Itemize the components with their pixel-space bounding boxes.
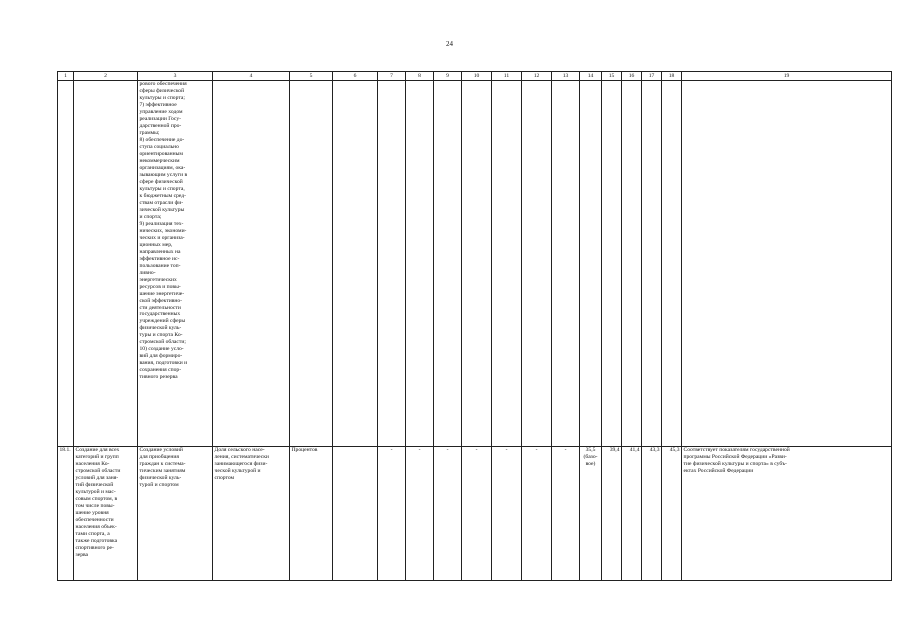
- source-note-cell: Соответствует показателям государственной программы Российской Федерации «Разви- тие физической культуры и спорта» в субъ- ектах Российской Федерации: [682, 447, 892, 581]
- value-cell: [333, 447, 378, 581]
- col-number: 13: [552, 72, 580, 81]
- value-cell: 41,4: [622, 447, 642, 581]
- table-cell: [58, 81, 74, 447]
- table-row-continuation: [58, 81, 892, 447]
- table-cell: [462, 81, 492, 447]
- col-number: 18: [662, 72, 682, 81]
- table-cell: [662, 81, 682, 447]
- table-cell: [580, 81, 602, 447]
- col-number: 12: [522, 72, 552, 81]
- value-cell: -: [434, 447, 462, 581]
- value-cell: -: [406, 447, 434, 581]
- table-cell: [682, 81, 892, 447]
- table-cell: [492, 81, 522, 447]
- table-cell: [290, 81, 333, 447]
- goal-cell: Создание для всех категорий и групп населения Ко- стромской области условий для заня- тий физической культурой и мас- совым спортом, в том числе повы- шение уровня обеспеченности населения объек- тами спорта, а также подготовка спортивного ре- зерва: [74, 447, 138, 581]
- unit-cell: Процентов: [290, 447, 333, 581]
- table-cell: [74, 81, 138, 447]
- indicators-table: [57, 71, 892, 581]
- col-number: 8: [406, 72, 434, 81]
- col-number: 6: [333, 72, 378, 81]
- col-number: 3: [138, 72, 213, 81]
- table-cell: [602, 81, 622, 447]
- col-number: 4: [213, 72, 290, 81]
- col-number: 14: [580, 72, 602, 81]
- col-number: 16: [622, 72, 642, 81]
- col-number: 7: [378, 72, 406, 81]
- table-cell: [642, 81, 662, 447]
- value-cell: -: [552, 447, 580, 581]
- col-number: 15: [602, 72, 622, 81]
- col-number: 19: [682, 72, 892, 81]
- base-value-cell: 35,5 (базо- вое): [580, 447, 602, 581]
- col-number: 2: [74, 72, 138, 81]
- table-cell: [622, 81, 642, 447]
- col-number: 17: [642, 72, 662, 81]
- value-cell: 45,3: [662, 447, 682, 581]
- table-cell: [552, 81, 580, 447]
- table-cell: [406, 81, 434, 447]
- value-cell: 43,3: [642, 447, 662, 581]
- value-cell: -: [522, 447, 552, 581]
- page-number: 24: [446, 40, 453, 48]
- tasks-continued-cell: рового обеспечения сферы физической культуры и спорта; 7) эффективное управление ходом реализации Госу- дарственной про- граммы; 8) обеспечение до- ступа социально ориентированным некоммерческим организациям, ока- зывающим услуги в сфере физической культуры и спорта, к бюджетным сред- ствам отрасли фи- зической культуры и спорта; 9) реализация тех- нических, экономи- ческих и организа- ционных мер, направленных на эффективное ис- пользование топ- ливно- энергетических ресурсов и повы- шение энергетиче- ской эффективно- сти деятельности государственных учреждений сферы физической куль- туры и спорта Ко- стромской области; 10) создание усло- вий для формиро- вания, подготовки и сохранения спор- тивного резерва: [138, 81, 213, 447]
- table-cell: [434, 81, 462, 447]
- column-number-row: [58, 72, 892, 81]
- item-number-cell: 18.1.: [58, 447, 74, 581]
- value-cell: -: [462, 447, 492, 581]
- table-row-18-1: [58, 447, 892, 581]
- col-number: 5: [290, 72, 333, 81]
- col-number: 11: [492, 72, 522, 81]
- col-number: 10: [462, 72, 492, 81]
- table-cell: [378, 81, 406, 447]
- value-cell: -: [492, 447, 522, 581]
- table-cell: [333, 81, 378, 447]
- value-cell: 39,4: [602, 447, 622, 581]
- indicator-cell: Доля сельского насе- ления, систематически занимающегося физи- ческой культурой и спортом: [213, 447, 290, 581]
- table-cell: [522, 81, 552, 447]
- col-number: 1: [58, 72, 74, 81]
- value-cell: -: [378, 447, 406, 581]
- task-cell: Создание условий для приобщения граждан к система- тическим занятиям физической куль- турой и спортом: [138, 447, 213, 581]
- table-cell: [213, 81, 290, 447]
- col-number: 9: [434, 72, 462, 81]
